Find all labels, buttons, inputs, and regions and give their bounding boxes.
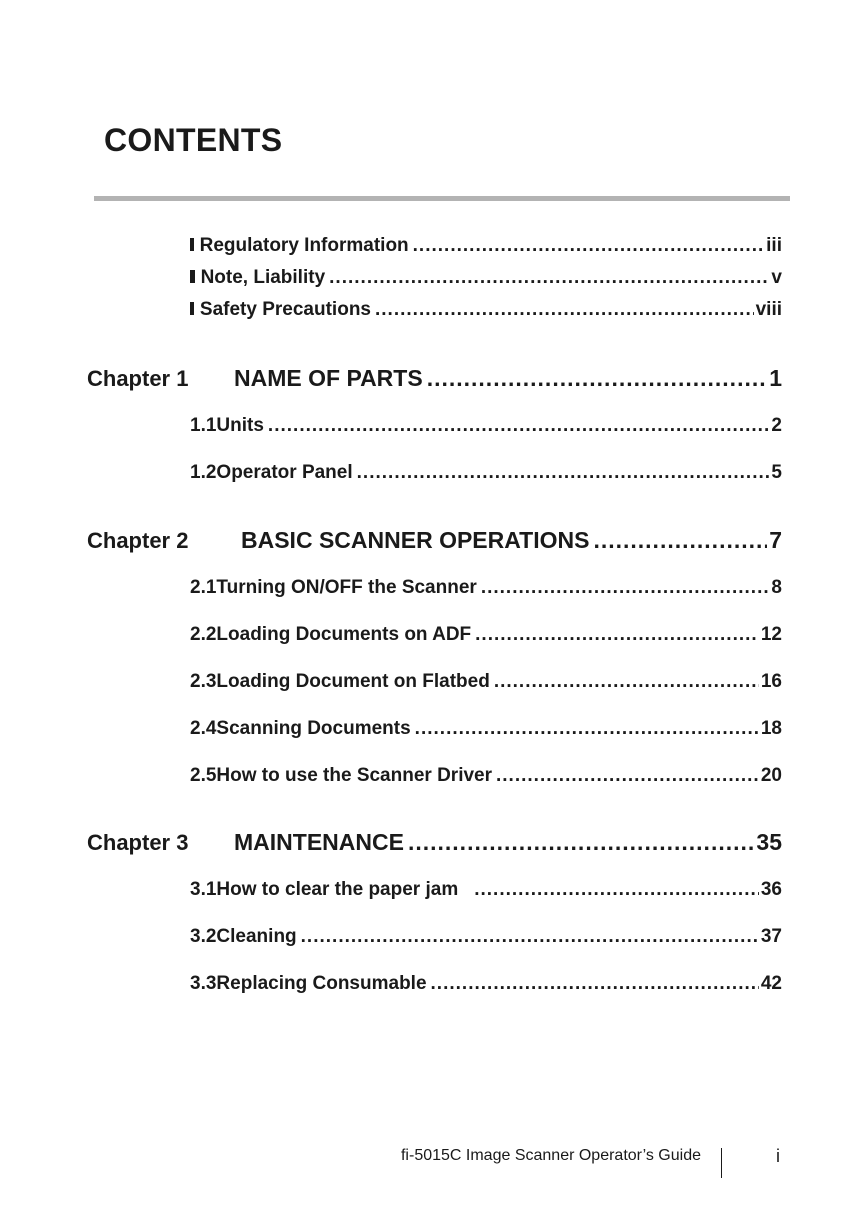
section-number: 3.1 [190, 879, 217, 900]
toc-chapter-1[interactable] [234, 365, 782, 392]
toc-entry-page: v [771, 267, 782, 288]
footer-page-number: i [776, 1146, 780, 1166]
dot-leader [301, 926, 759, 948]
toc-entry-label: Note, Liability [200, 267, 326, 288]
square-bullet-icon [190, 238, 194, 251]
dot-leader [496, 765, 759, 787]
footer-guide-title: fi-5015C Image Scanner Operator’s Guide [400, 1147, 701, 1164]
square-bullet-icon [190, 302, 194, 315]
section-number: 1.1 [190, 415, 217, 436]
section-number: 3.2 [190, 926, 217, 947]
chapter-title: NAME OF PARTS [234, 365, 423, 391]
toc-entry-regulatory-information[interactable] [190, 235, 782, 257]
section-number: 2.1 [190, 577, 217, 598]
dot-leader [475, 624, 759, 646]
toc-section-2-1[interactable] [190, 577, 782, 599]
dot-leader [408, 829, 754, 856]
chapter-label: Chapter 1 [87, 366, 189, 391]
section-title: Turning ON/OFF the Scanner [216, 577, 477, 598]
toc-section-3-2[interactable] [190, 926, 782, 948]
toc-section-2-3[interactable] [190, 671, 782, 693]
toc-chapter-3[interactable] [234, 829, 782, 856]
dot-leader [329, 267, 769, 289]
dot-leader [427, 365, 768, 392]
toc-entry-safety-precautions[interactable] [190, 299, 782, 321]
section-page: 16 [760, 671, 782, 692]
toc-section-1-2[interactable] [190, 462, 782, 484]
section-title: Cleaning [216, 926, 297, 947]
dot-leader [474, 879, 759, 901]
section-title: Loading Documents on ADF [216, 624, 472, 645]
section-page: 18 [760, 718, 782, 739]
dot-leader [375, 299, 754, 321]
section-number: 2.3 [190, 671, 217, 692]
section-page: 5 [771, 462, 782, 483]
square-bullet-icon [190, 270, 195, 283]
dot-leader [415, 718, 759, 740]
dot-leader [357, 462, 770, 484]
section-title: How to clear the paper jam [216, 879, 459, 900]
section-title: Scanning Documents [216, 718, 411, 739]
dot-leader [593, 527, 767, 554]
section-page: 36 [760, 879, 782, 900]
footer-divider [721, 1148, 722, 1178]
section-title: Units [216, 415, 264, 436]
toc-section-2-5[interactable] [190, 765, 782, 787]
section-page: 8 [771, 577, 782, 598]
chapter-page: 1 [769, 365, 782, 391]
section-title: Replacing Consumable [216, 973, 427, 994]
toc-section-1-1[interactable] [190, 415, 782, 437]
toc-section-3-1[interactable] [190, 879, 782, 901]
toc-entry-page: viii [755, 299, 782, 320]
dot-leader [481, 577, 770, 599]
dot-leader [413, 235, 765, 257]
section-page: 2 [771, 415, 782, 436]
page-title: CONTENTS [104, 122, 283, 158]
chapter-label: Chapter 2 [87, 528, 189, 553]
toc-entry-label: Safety Precautions [199, 299, 371, 320]
section-page: 12 [760, 624, 782, 645]
section-number: 3.3 [190, 973, 217, 994]
toc-section-3-3[interactable] [190, 973, 782, 995]
section-number: 2.5 [190, 765, 217, 786]
section-number: 1.2 [190, 462, 217, 483]
section-page: 37 [760, 926, 782, 947]
toc-entry-note-liability[interactable] [190, 267, 782, 289]
section-title: Operator Panel [216, 462, 353, 483]
toc-entry-label: Regulatory Information [199, 235, 409, 256]
toc-entry-page: iii [766, 235, 782, 256]
section-number: 2.2 [190, 624, 217, 645]
toc-section-2-2[interactable] [190, 624, 782, 646]
chapter-page: 35 [756, 829, 782, 855]
dot-leader [268, 415, 770, 437]
toc-chapter-2[interactable] [241, 527, 782, 554]
title-rule [94, 196, 790, 201]
section-page: 20 [760, 765, 782, 786]
dot-leader [494, 671, 759, 693]
dot-leader [431, 973, 759, 995]
section-title: How to use the Scanner Driver [216, 765, 492, 786]
toc-section-2-4[interactable] [190, 718, 782, 740]
section-page: 42 [760, 973, 782, 994]
section-number: 2.4 [190, 718, 217, 739]
chapter-title: MAINTENANCE [234, 829, 404, 855]
chapter-title: BASIC SCANNER OPERATIONS [241, 527, 590, 553]
chapter-page: 7 [769, 527, 782, 553]
chapter-label: Chapter 3 [87, 830, 189, 855]
section-title: Loading Document on Flatbed [216, 671, 490, 692]
